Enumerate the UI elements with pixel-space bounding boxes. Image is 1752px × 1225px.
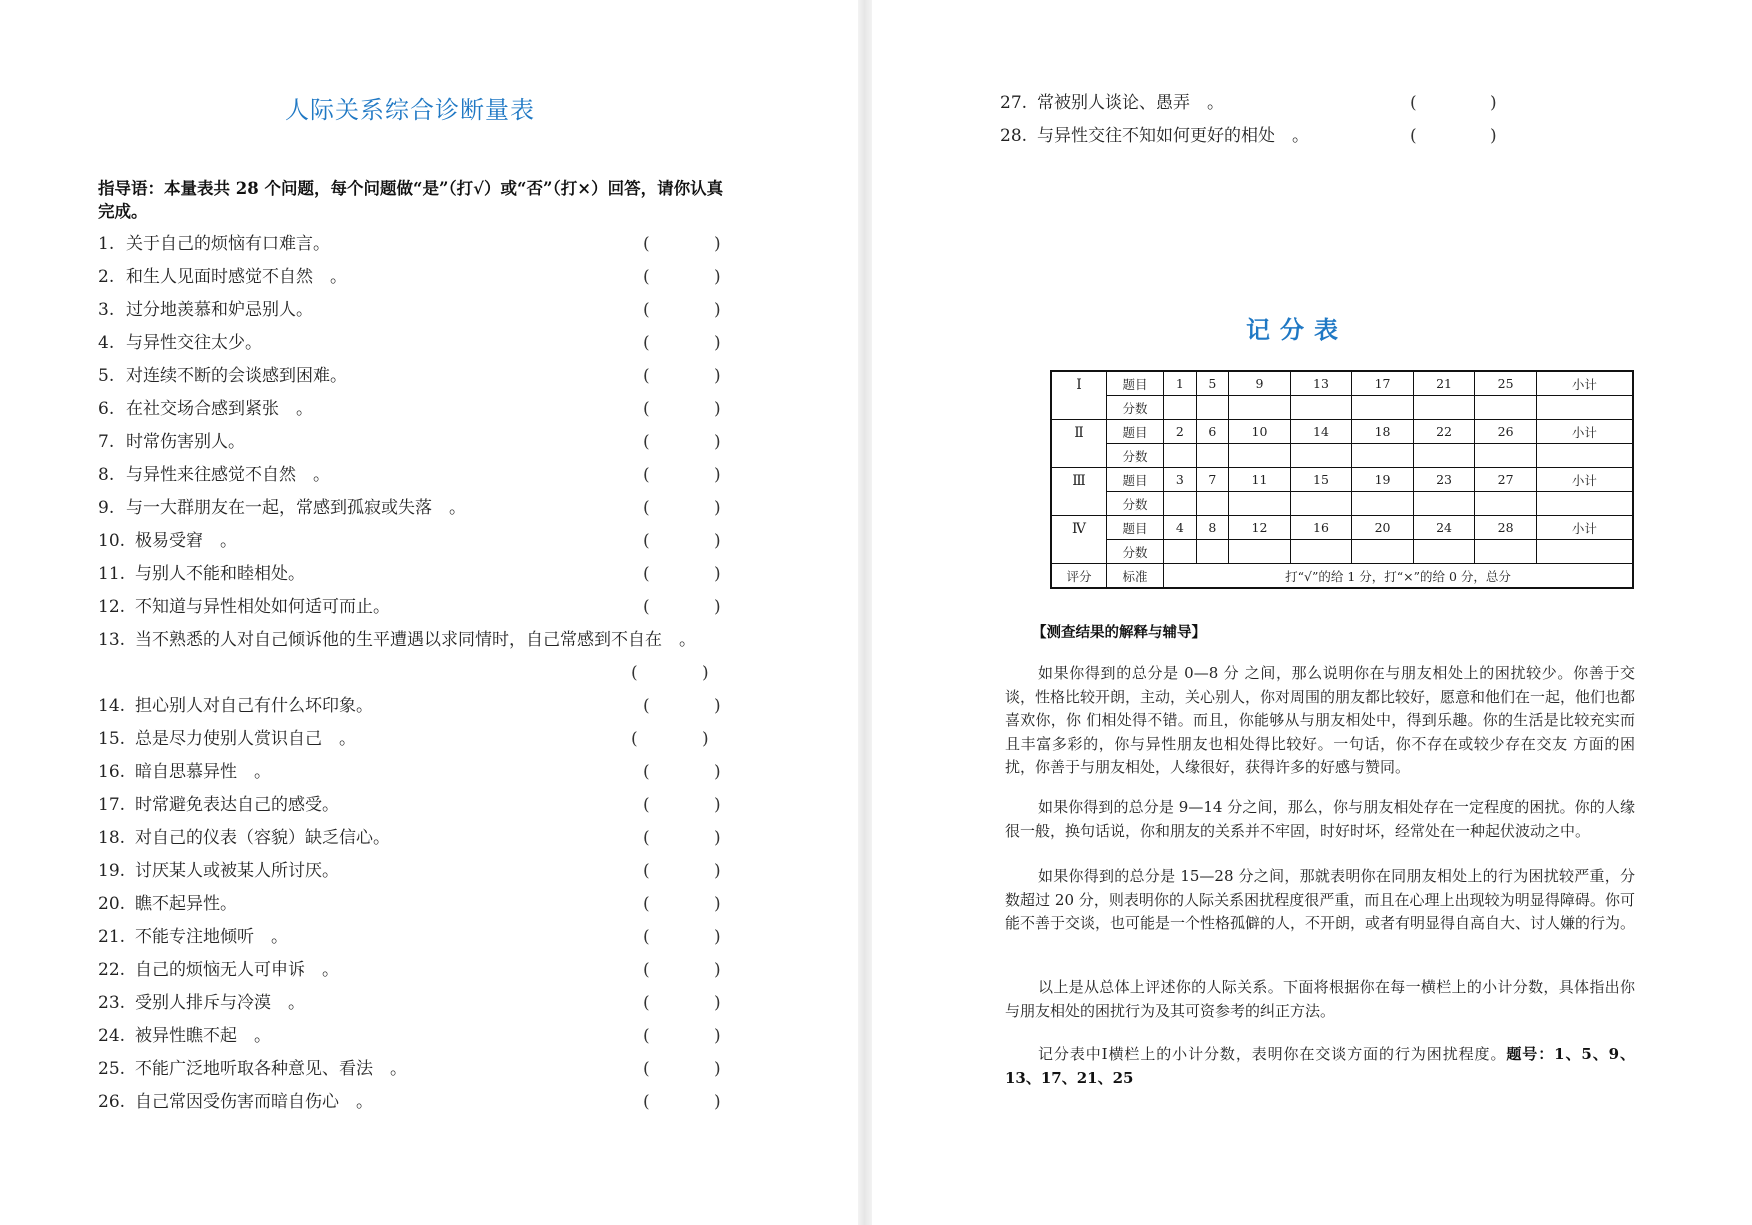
- answer-paren-open: (: [643, 432, 650, 452]
- question-text: 暗自思慕异性 。: [135, 762, 271, 782]
- question-text: 极易受窘 。: [135, 531, 237, 551]
- item-number: 8: [1196, 516, 1229, 540]
- question-item: [98, 426, 738, 459]
- question-item: [98, 393, 738, 426]
- item-number: 25: [1475, 371, 1537, 396]
- question-number: 13.: [98, 630, 126, 650]
- question-text: 受别人排斥与冷漠 。: [135, 993, 305, 1013]
- page-gutter: [858, 0, 872, 1225]
- answer-paren-close: ): [702, 663, 709, 683]
- item-number: 26: [1475, 420, 1537, 444]
- score-cell: [1290, 396, 1352, 420]
- score-cell: [1229, 444, 1291, 468]
- score-row-scores: [1051, 492, 1633, 516]
- score-cell: [1164, 540, 1197, 564]
- question-item: [98, 327, 738, 360]
- question-item: [98, 888, 738, 921]
- question-item: [98, 723, 738, 756]
- score-row-scores: [1051, 444, 1633, 468]
- question-item: [98, 789, 738, 822]
- item-number: 27: [1475, 468, 1537, 492]
- question-text: 不能专注地倾听 。: [135, 927, 288, 947]
- answer-paren-open: (: [643, 960, 650, 980]
- question-text: 自己的烦恼无人可申诉 。: [135, 960, 339, 980]
- answer-paren-close: ): [714, 234, 721, 254]
- answer-paren-open: (: [643, 498, 650, 518]
- question-number: 5.: [98, 366, 115, 386]
- score-cell: [1352, 492, 1414, 516]
- answer-paren-open: (: [643, 927, 650, 947]
- question-number: 6.: [98, 399, 115, 419]
- score-cell: [1413, 540, 1475, 564]
- score-cell: [1536, 444, 1633, 468]
- answer-paren-close: ): [714, 564, 721, 584]
- question-item: [98, 921, 738, 954]
- answer-paren-close: ): [714, 1026, 721, 1046]
- answer-paren-close: ): [1490, 93, 1497, 113]
- question-item: [98, 822, 738, 855]
- question-item: [98, 591, 738, 624]
- result-paragraph-2: 如果你得到的总分是 9—14 分之间，那么，你与朋友相处存在一定程度的困扰。你的人缘很一般，换句话说，你和朋友的关系并不牢固，时好时坏，经常处在一种起伏波动之中。: [1005, 798, 1635, 840]
- item-number: 19: [1352, 468, 1414, 492]
- question-number: 19.: [98, 861, 126, 881]
- item-label: 题目: [1107, 516, 1164, 540]
- question-text: 与别人不能和睦相处。: [135, 564, 305, 584]
- question-number: 15.: [98, 729, 126, 749]
- question-item: [1000, 120, 1740, 153]
- answer-paren-close: ): [714, 960, 721, 980]
- answer-paren-open: (: [643, 1059, 650, 1079]
- question-item: [98, 261, 738, 294]
- rating-label: 评分: [1051, 564, 1107, 589]
- result-paragraph-5-text: 记分表中Ⅰ横栏上的小计分数，表明你在交谈方面的行为困扰程度。: [1038, 1045, 1507, 1063]
- score-cell: [1164, 492, 1197, 516]
- item-number: 12: [1229, 516, 1291, 540]
- score-cell: [1164, 444, 1197, 468]
- score-cell: [1536, 492, 1633, 516]
- subtotal-label: 小计: [1536, 516, 1633, 540]
- question-number: 4.: [98, 333, 115, 353]
- question-item: [98, 558, 738, 591]
- answer-paren-close: ): [714, 333, 721, 353]
- question-text: 对自己的仪表（容貌）缺乏信心。: [135, 828, 390, 848]
- score-cell: [1196, 444, 1229, 468]
- answer-paren-open: (: [643, 762, 650, 782]
- question-number: 12.: [98, 597, 126, 617]
- item-number: 9: [1229, 371, 1291, 396]
- question-number: 2.: [98, 267, 115, 287]
- answer-paren-open: (: [643, 696, 650, 716]
- answer-row: [98, 657, 738, 690]
- answer-paren-close: ): [714, 465, 721, 485]
- score-row-items: [1051, 371, 1633, 396]
- question-number: 11.: [98, 564, 126, 584]
- score-cell: [1413, 396, 1475, 420]
- subtotal-label: 小计: [1536, 420, 1633, 444]
- standard-label: 标准: [1107, 564, 1164, 589]
- answer-paren-open: (: [643, 465, 650, 485]
- question-number: 23.: [98, 993, 126, 1013]
- item-number: 20: [1352, 516, 1414, 540]
- item-number: 7: [1196, 468, 1229, 492]
- item-number: 23: [1413, 468, 1475, 492]
- group-label: Ⅳ: [1051, 516, 1107, 564]
- score-row-rating: [1051, 564, 1633, 589]
- question-number: 3.: [98, 300, 115, 320]
- answer-paren-close: ): [714, 828, 721, 848]
- right-page: [872, 0, 1752, 1225]
- score-row-scores: [1051, 396, 1633, 420]
- answer-paren-open: (: [643, 795, 650, 815]
- question-text: 与异性来往感觉不自然 。: [126, 465, 330, 485]
- question-number: 16.: [98, 762, 126, 782]
- question-number: 26.: [98, 1092, 126, 1112]
- question-item: [98, 756, 738, 789]
- question-text: 自己常因受伤害而暗自伤心 。: [135, 1092, 373, 1112]
- question-item: [98, 360, 738, 393]
- question-item: [98, 690, 738, 723]
- item-number: 11: [1229, 468, 1291, 492]
- group-label: Ⅱ: [1051, 420, 1107, 468]
- question-item: [98, 855, 738, 888]
- question-text: 当不熟悉的人对自己倾诉他的生平遭遇以求同情时，自己常感到不自在 。: [135, 630, 696, 650]
- score-row-items: [1051, 516, 1633, 540]
- answer-paren-close: ): [714, 597, 721, 617]
- result-paragraph-3: 如果你得到的总分是 15—28 分之间，那就表明你在同朋友相处上的行为困扰较严重，分数超过 20 分，则表明你的人际关系困扰程度很严重，而且在心理上出现较为明显得障碍。你可能不善于交谈，也可能是一个性格孤僻的人，不开朗，或者有明显得自高自大、讨人嫌的行为。: [1005, 867, 1636, 932]
- question-item: [1000, 87, 1740, 120]
- score-cell: [1536, 396, 1633, 420]
- question-text: 过分地羡慕和妒忌别人。: [126, 300, 313, 320]
- score-label: 分数: [1107, 444, 1164, 468]
- item-number: 3: [1164, 468, 1197, 492]
- question-item: [98, 525, 738, 558]
- question-number: 20.: [98, 894, 126, 914]
- score-cell: [1196, 492, 1229, 516]
- result-paragraph-1: 如果你得到的总分是 0—8 分 之间，那么说明你在与朋友相处上的困扰较少。你善于交谈，性格比较开朗，主动，关心别人，你对周围的朋友都比较好，愿意和他们在一起，他们也都喜欢你，你 们相处得不错。而且，你能够从与朋友相处中，得到乐趣。你的生活是比较充实而且丰富多彩的，你与异性朋友也相处得比较好。一句话，你不存在或较少存在交友 方面的困扰，你善于与朋友相处，人缘很好，获得许多的好感与赞同。: [1005, 664, 1636, 776]
- question-item: [98, 228, 738, 261]
- answer-paren-close: ): [714, 993, 721, 1013]
- score-label: 分数: [1107, 492, 1164, 516]
- answer-paren-open: (: [643, 564, 650, 584]
- score-cell: [1475, 492, 1537, 516]
- score-cell: [1475, 444, 1537, 468]
- question-item: [98, 294, 738, 327]
- item-number: 10: [1229, 420, 1291, 444]
- score-cell: [1352, 540, 1414, 564]
- question-text: 时常伤害别人。: [126, 432, 245, 452]
- question-text: 与一大群朋友在一起，常感到孤寂或失落 。: [126, 498, 466, 518]
- answer-paren-open: (: [643, 399, 650, 419]
- question-item: [98, 492, 738, 525]
- question-number: 24.: [98, 1026, 126, 1046]
- answer-paren-open: (: [643, 1026, 650, 1046]
- score-table-title: 记分表: [1246, 315, 1348, 344]
- question-text: 与异性交往不知如何更好的相处 。: [1037, 126, 1309, 146]
- score-row-scores: [1051, 540, 1633, 564]
- item-label: 题目: [1107, 468, 1164, 492]
- item-number: 24: [1413, 516, 1475, 540]
- item-number: 4: [1164, 516, 1197, 540]
- item-number: 22: [1413, 420, 1475, 444]
- question-item: [98, 987, 738, 1020]
- item-number: 21: [1413, 371, 1475, 396]
- score-label: 分数: [1107, 396, 1164, 420]
- answer-paren-open: (: [643, 300, 650, 320]
- score-cell: [1475, 396, 1537, 420]
- question-number: 1.: [98, 234, 115, 254]
- result-paragraph-5: [1005, 1043, 1635, 1090]
- score-cell: [1229, 492, 1291, 516]
- answer-paren-close: ): [714, 861, 721, 881]
- question-number: 17.: [98, 795, 126, 815]
- question-text: 在社交场合感到紧张 。: [126, 399, 313, 419]
- answer-paren-close: ): [714, 696, 721, 716]
- question-number: 8.: [98, 465, 115, 485]
- answer-paren-open: (: [643, 366, 650, 386]
- question-text: 瞧不起异性。: [135, 894, 237, 914]
- answer-paren-open: (: [643, 597, 650, 617]
- question-numbers-group-1: 题号：1、5、9、13、17、21、25: [1005, 1045, 1636, 1087]
- question-number: 7.: [98, 432, 115, 452]
- answer-paren-close: ): [714, 762, 721, 782]
- question-item: [98, 459, 738, 492]
- answer-paren-open: (: [643, 828, 650, 848]
- score-cell: [1352, 396, 1414, 420]
- item-number: 2: [1164, 420, 1197, 444]
- question-text: 时常避免表达自己的感受。: [135, 795, 339, 815]
- question-text: 担心别人对自己有什么坏印象。: [135, 696, 373, 716]
- question-item: [98, 1020, 738, 1053]
- question-number: 27.: [1000, 93, 1028, 113]
- score-cell: [1352, 444, 1414, 468]
- score-table: [1050, 370, 1634, 589]
- question-number: 25.: [98, 1059, 126, 1079]
- score-cell: [1475, 540, 1537, 564]
- item-number: 18: [1352, 420, 1414, 444]
- answer-paren-open: (: [643, 993, 650, 1013]
- question-text: 不能广泛地听取各种意见、看法 。: [135, 1059, 407, 1079]
- question-number: 22.: [98, 960, 126, 980]
- score-cell: [1290, 444, 1352, 468]
- answer-paren-open: (: [643, 861, 650, 881]
- score-cell: [1196, 396, 1229, 420]
- item-number: 28: [1475, 516, 1537, 540]
- question-text: 常被别人谈论、愚弄 。: [1037, 93, 1224, 113]
- answer-paren-open: (: [631, 729, 638, 749]
- question-text: 和生人见面时感觉不自然 。: [126, 267, 347, 287]
- document-title: 人际关系综合诊断量表: [285, 96, 535, 124]
- score-cell: [1536, 540, 1633, 564]
- answer-paren-open: (: [631, 663, 638, 683]
- group-label: Ⅰ: [1051, 371, 1107, 420]
- score-label: 分数: [1107, 540, 1164, 564]
- score-cell: [1290, 492, 1352, 516]
- subtotal-label: 小计: [1536, 371, 1633, 396]
- question-item: [98, 954, 738, 987]
- item-label: 题目: [1107, 371, 1164, 396]
- standard-text: 打“√”的给 1 分，打“×”的给 0 分，总分: [1164, 564, 1634, 589]
- item-number: 1: [1164, 371, 1197, 396]
- answer-paren-open: (: [643, 333, 650, 353]
- item-label: 题目: [1107, 420, 1164, 444]
- section-heading: 【测查结果的解释与辅导】: [1032, 624, 1206, 641]
- answer-paren-close: ): [714, 531, 721, 551]
- answer-paren-open: (: [1410, 93, 1417, 113]
- answer-paren-close: ): [714, 1092, 721, 1112]
- answer-paren-close: ): [714, 1059, 721, 1079]
- question-text: 与异性交往太少。: [126, 333, 262, 353]
- score-cell: [1290, 540, 1352, 564]
- score-cell: [1164, 396, 1197, 420]
- question-number: 21.: [98, 927, 126, 947]
- answer-paren-open: (: [1410, 126, 1417, 146]
- answer-paren-open: (: [643, 894, 650, 914]
- group-label: Ⅲ: [1051, 468, 1107, 516]
- answer-paren-close: ): [702, 729, 709, 749]
- question-number: 9.: [98, 498, 115, 518]
- question-number: 14.: [98, 696, 126, 716]
- result-paragraph-4: 以上是从总体上评述你的人际关系。下面将根据你在每一横栏上的小计分数，具体指出你与朋友相处的困扰行为及其可资参考的纠正方法。: [1005, 978, 1635, 1020]
- question-number: 28.: [1000, 126, 1028, 146]
- question-number: 10.: [98, 531, 126, 551]
- answer-paren-close: ): [1490, 126, 1497, 146]
- answer-paren-close: ): [714, 366, 721, 386]
- subtotal-label: 小计: [1536, 468, 1633, 492]
- answer-paren-open: (: [643, 267, 650, 287]
- question-item: [98, 1053, 738, 1086]
- question-list-continued: [1000, 87, 1740, 153]
- item-number: 17: [1352, 371, 1414, 396]
- score-cell: [1196, 540, 1229, 564]
- score-cell: [1413, 444, 1475, 468]
- score-cell: [1413, 492, 1475, 516]
- answer-paren-open: (: [643, 1092, 650, 1112]
- answer-paren-close: ): [714, 300, 721, 320]
- item-number: 5: [1196, 371, 1229, 396]
- score-row-items: [1051, 420, 1633, 444]
- item-number: 6: [1196, 420, 1229, 444]
- answer-paren-close: ): [714, 795, 721, 815]
- question-text: 关于自己的烦恼有口难言。: [126, 234, 330, 254]
- item-number: 14: [1290, 420, 1352, 444]
- question-list: [98, 228, 738, 1119]
- question-item: [98, 1086, 738, 1119]
- answer-paren-open: (: [643, 234, 650, 254]
- question-item: [98, 624, 738, 657]
- question-text: 总是尽力使别人赏识自己 。: [135, 729, 356, 749]
- score-cell: [1229, 396, 1291, 420]
- question-text: 对连续不断的会谈感到困难。: [126, 366, 347, 386]
- answer-paren-close: ): [714, 894, 721, 914]
- score-row-items: [1051, 468, 1633, 492]
- answer-paren-close: ): [714, 432, 721, 452]
- answer-paren-open: (: [643, 531, 650, 551]
- answer-paren-close: ): [714, 927, 721, 947]
- question-number: 18.: [98, 828, 126, 848]
- item-number: 15: [1290, 468, 1352, 492]
- left-page: [0, 0, 858, 1225]
- item-number: 16: [1290, 516, 1352, 540]
- question-text: 讨厌某人或被某人所讨厌。: [135, 861, 339, 881]
- answer-paren-close: ): [714, 399, 721, 419]
- answer-paren-close: ): [714, 267, 721, 287]
- instructions: 指导语：本量表共 28 个问题，每个问题做“是”（打√）或“否”（打×）回答，请你认真完成。: [98, 179, 724, 221]
- score-cell: [1229, 540, 1291, 564]
- question-text: 不知道与异性相处如何适可而止。: [135, 597, 390, 617]
- item-number: 13: [1290, 371, 1352, 396]
- question-text: 被异性瞧不起 。: [135, 1026, 271, 1046]
- answer-paren-close: ): [714, 498, 721, 518]
